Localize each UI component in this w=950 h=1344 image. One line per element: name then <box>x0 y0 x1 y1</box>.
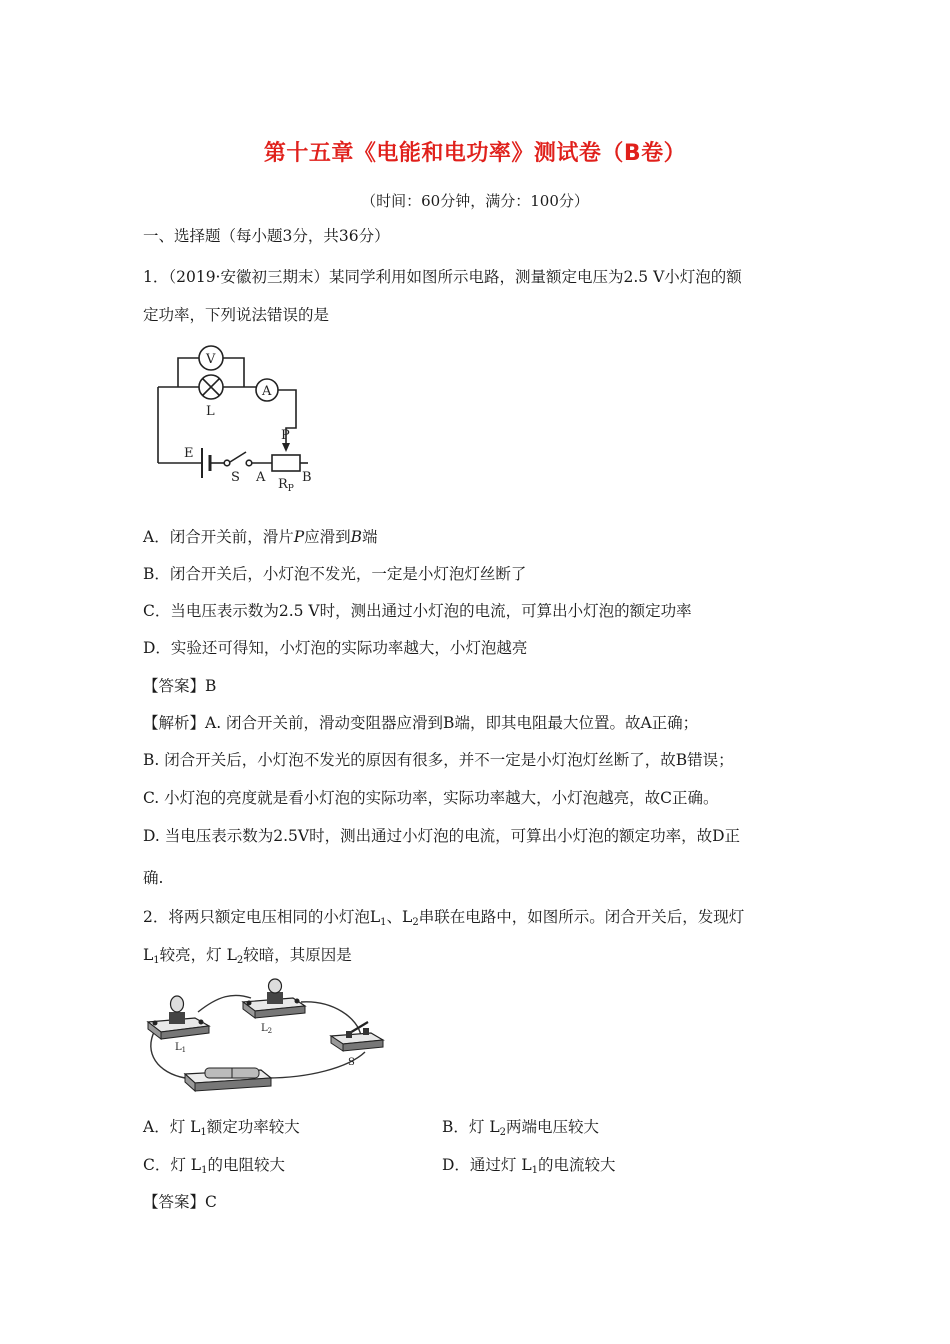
q1-explanation-4: D. 当电压表示数为2.5V时，测出通过小灯泡的电流，可算出小灯泡的额定功率，故D正 <box>143 827 741 845</box>
q1-answer: 【答案】B <box>143 677 217 695</box>
q2-answer: 【答案】C <box>143 1193 217 1211</box>
q1-explanation-1: 【解析】A. 闭合开关前，滑动变阻器应滑到B端，即其电阻最大位置。故A正确； <box>143 714 699 732</box>
q1-option-b: B．闭合开关后，小灯泡不发光，一定是小灯泡灯丝断了 <box>143 565 527 583</box>
end-a-label: A <box>256 470 266 485</box>
q1-explanation-5: 确. <box>143 869 164 887</box>
slider-arrow-icon <box>282 443 290 452</box>
q1-stem-line1: 1．（2019·安徽初三期末）某同学利用如图所示电路，测量额定电压为2.5 V小灯泡的额 <box>143 268 742 286</box>
battery-label: E <box>184 446 194 461</box>
exam-info: （时间：60分钟，满分：100分） <box>361 192 589 210</box>
lamp-l2-board <box>243 979 305 1018</box>
q1-circuit-diagram <box>150 340 330 492</box>
q2-option-a: A．灯 $L_1$额定功率较大 <box>143 1118 300 1138</box>
voltmeter-label: V <box>206 352 216 367</box>
rheostat-label: $R_P$ <box>278 477 294 492</box>
battery-holder <box>185 1068 271 1091</box>
q1-option-a: A．闭合开关前，滑片P应滑到B端 <box>143 528 378 546</box>
q2-option-c: C．灯 $L_1$的电阻较大 <box>143 1156 285 1176</box>
q2-stem-line2: $L_1$较亮，灯 $L_2$较暗，其原因是 <box>143 946 352 966</box>
q2-stem-line1: 2．将两只额定电压相同的小灯泡$L_1$、$L_2$串联在电路中，如图所示。闭合开关后，发现灯 <box>143 908 745 928</box>
lamp-label: L <box>206 404 215 419</box>
q2-option-d: D．通过灯 $L_1$的电流较大 <box>442 1156 616 1176</box>
page-title: 第十五章《电能和电功率》测试卷（B卷） <box>263 141 687 166</box>
switch-label: S <box>348 1057 355 1068</box>
q1-explanation-2: B. 闭合开关后，小灯泡不发光的原因有很多，并不一定是小灯泡灯丝断了，故B错误； <box>143 751 734 769</box>
switch-label: S <box>231 470 240 485</box>
end-b-label: B <box>302 470 312 485</box>
slider-label: P <box>281 428 290 443</box>
q1-option-c: C．当电压表示数为2.5 V时，测出通过小灯泡的电流，可算出小灯泡的额定功率 <box>143 602 692 620</box>
q1-stem-line2: 定功率，下列说法错误的是 <box>143 306 330 324</box>
q1-explanation-3: C. 小灯泡的亮度就是看小灯泡的实际功率，实际功率越大，小灯泡越亮，故C正确。 <box>143 789 719 807</box>
lamp-l1-label: $L_1$ <box>175 1042 187 1054</box>
lamp-l2-label: $L_2$ <box>261 1023 273 1035</box>
ammeter-label: A <box>262 384 272 399</box>
lamp-l1-board <box>148 996 209 1039</box>
q2-circuit-photo-diagram <box>143 978 388 1093</box>
rheostat-symbol <box>272 455 300 471</box>
q1-option-d: D．实验还可得知，小灯泡的实际功率越大，小灯泡越亮 <box>143 639 528 657</box>
section-heading: 一、选择题（每小题3分，共36分） <box>143 227 390 245</box>
q2-option-b: B．灯 $L_2$两端电压较大 <box>442 1118 600 1138</box>
